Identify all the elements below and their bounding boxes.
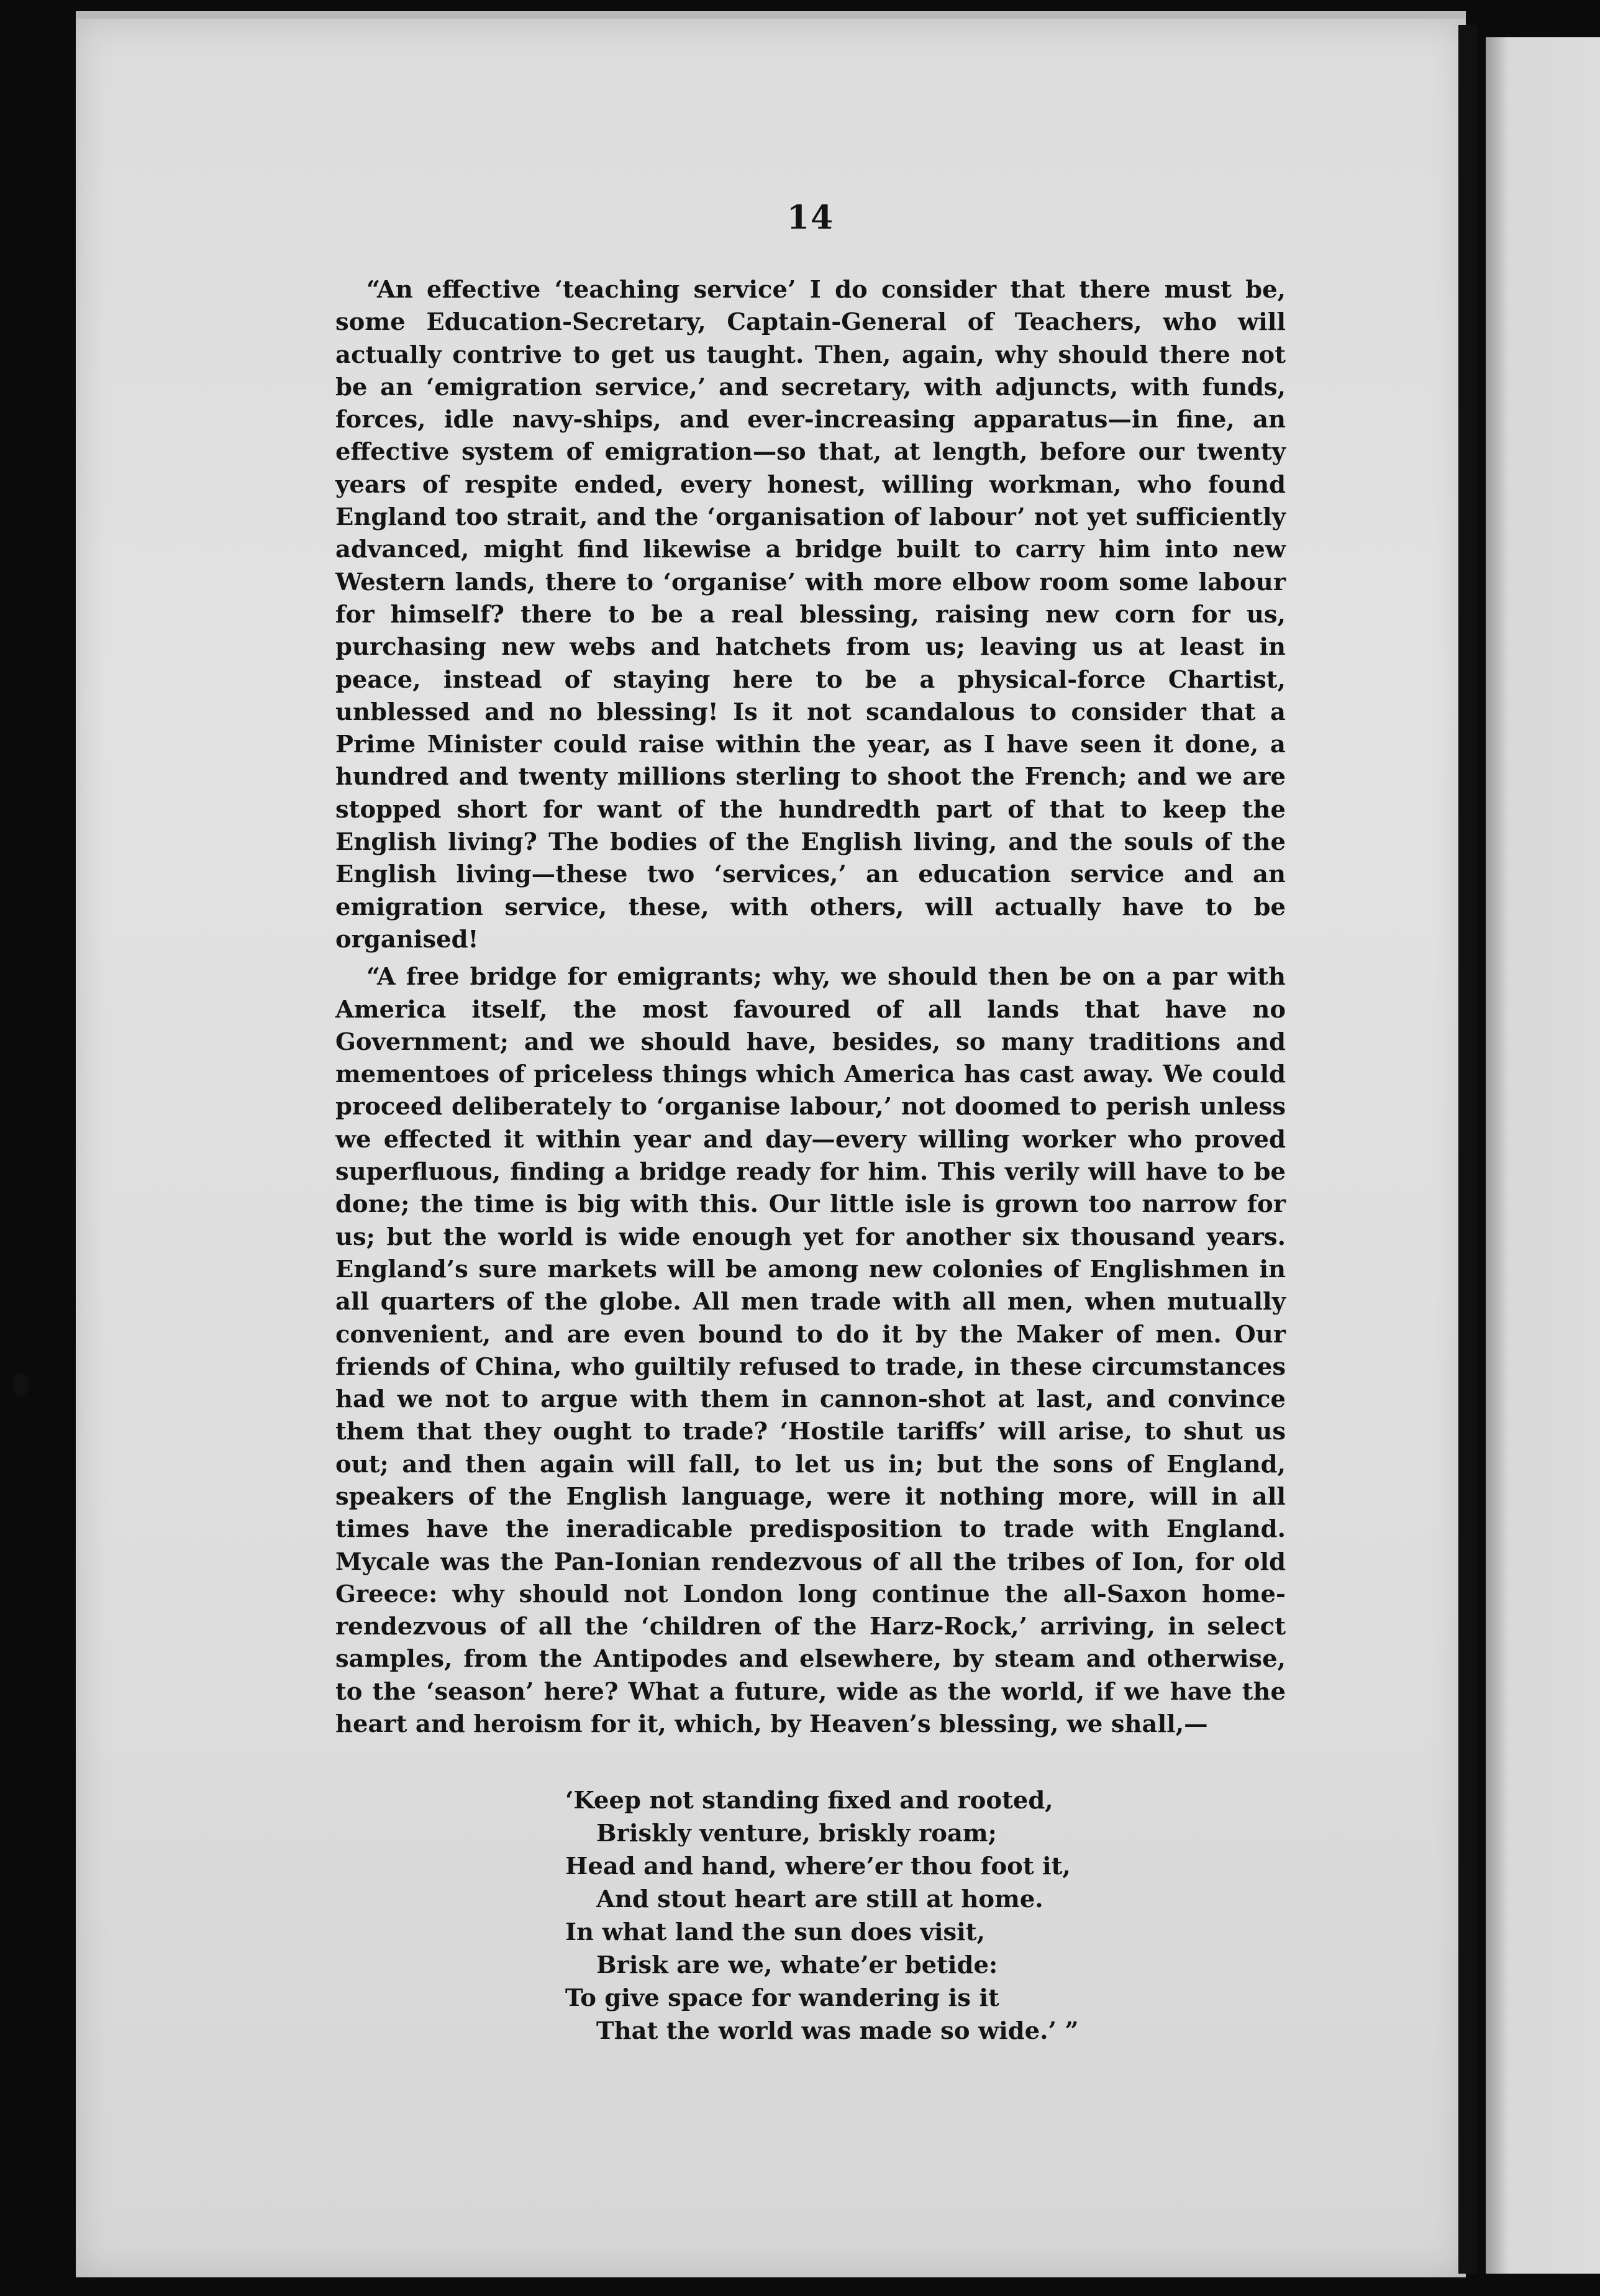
verse-line: That the world was made so wide.’ ” bbox=[596, 2017, 1079, 2046]
verse-line: Brisk are we, whate’er betide: bbox=[596, 1951, 998, 1980]
verse-line: ‘Keep not standing fixed and rooted, bbox=[565, 1787, 1053, 1815]
paragraph-2: “A free bridge for emigrants; why, we should then be on a par with America itself, the most favoured of all lands that have no Government; and we should have, besides, so many traditions and mementoes of priceless things which America has cast away. We could proceed deliberately to ‘organise labour,’ not doomed to perish unless we effected it within year and day—every willing worker who proved superfluous, finding a bridge ready for him. This verily will have to be done; the time is big with this. Our little isle is grown too narrow for us; but the world is wide enough yet for another six thousand years. England’s sure markets will be among new colonies of Englishmen in all quarters of the globe. All men trade with all men, when mutually convenient, and are even bound to do it by the Maker of men. Our friends of China, who guiltily refused to trade, in these circumstances had we not to argue with them in cannon-shot at last, and convince them that they ought to trade? ‘Hostile tariffs’ will arise, to shut us out; and then again will fall, to let us in; but the sons of England, speakers of the English language, were it nothing more, will in all times have the ineradicable predisposition to trade with England. Mycale was the Pan-Ionian rendezvous of all the tribes of Ion, for old Greece: why should not London long continue the all-Saxon home-rendezvous of all the ‘children of the Harz-Rock,’ arriving, in select samples, from the Antipodes and elsewhere, by steam and otherwise, to the ‘season’ here? What a future, wide as the world, if we have the heart and heroism for it, which, by Heaven’s blessing, we shall,— bbox=[335, 963, 1286, 1739]
paragraph-1: “An effective ‘teaching service’ I do consider that there must be, some Education-Secretary, Captain-General of Teachers, who will actually contrive to get us taught. Then, again, why should there not be an ‘emigration service,’ and secretary, with adjuncts, with funds, forces, idle navy-ships, and ever-increasing apparatus—in fine, an effective system of emigration—so that, at length, before our twenty years of respite ended, every honest, willing workman, who found England too strait, and the ‘organisation of labour’ not yet sufficiently advanced, might find likewise a bridge built to carry him into new Western lands, there to ‘organise’ with more elbow room some labour for himself? there to be a real blessing, raising new corn for us, purchasing new webs and hatchets from us; leaving us at least in peace, instead of staying here to be a physical-force Chartist, unblessed and no blessing! Is it not scandalous to consider that a Prime Minister could raise within the year, as I have seen it done, a hundred and twenty millions sterling to shoot the French; and we are stopped short for want of the hundredth part of that to keep the English living? The bodies of the English living, and the souls of the English living—these two ‘services,’ an education service and an emigration service, these, with others, will actually have to be organised! bbox=[335, 276, 1286, 954]
verse-line: Head and hand, where’er thou foot it, bbox=[565, 1852, 1071, 1881]
ink-speck bbox=[12, 1373, 29, 1396]
verse-line: Briskly venture, briskly roam; bbox=[596, 1820, 997, 1848]
verse-line: In what land the sun does visit, bbox=[565, 1918, 985, 1947]
page-binding-shadow bbox=[1458, 25, 1477, 2274]
verse-line: To give space for wandering is it bbox=[565, 1984, 999, 2013]
page-number: 14 bbox=[786, 199, 835, 237]
verse-line: And stout heart are still at home. bbox=[596, 1885, 1043, 1914]
adjacent-page-sliver bbox=[1486, 37, 1600, 2274]
verse-quotation bbox=[565, 1784, 1286, 2048]
page-text-block bbox=[335, 199, 1286, 2048]
